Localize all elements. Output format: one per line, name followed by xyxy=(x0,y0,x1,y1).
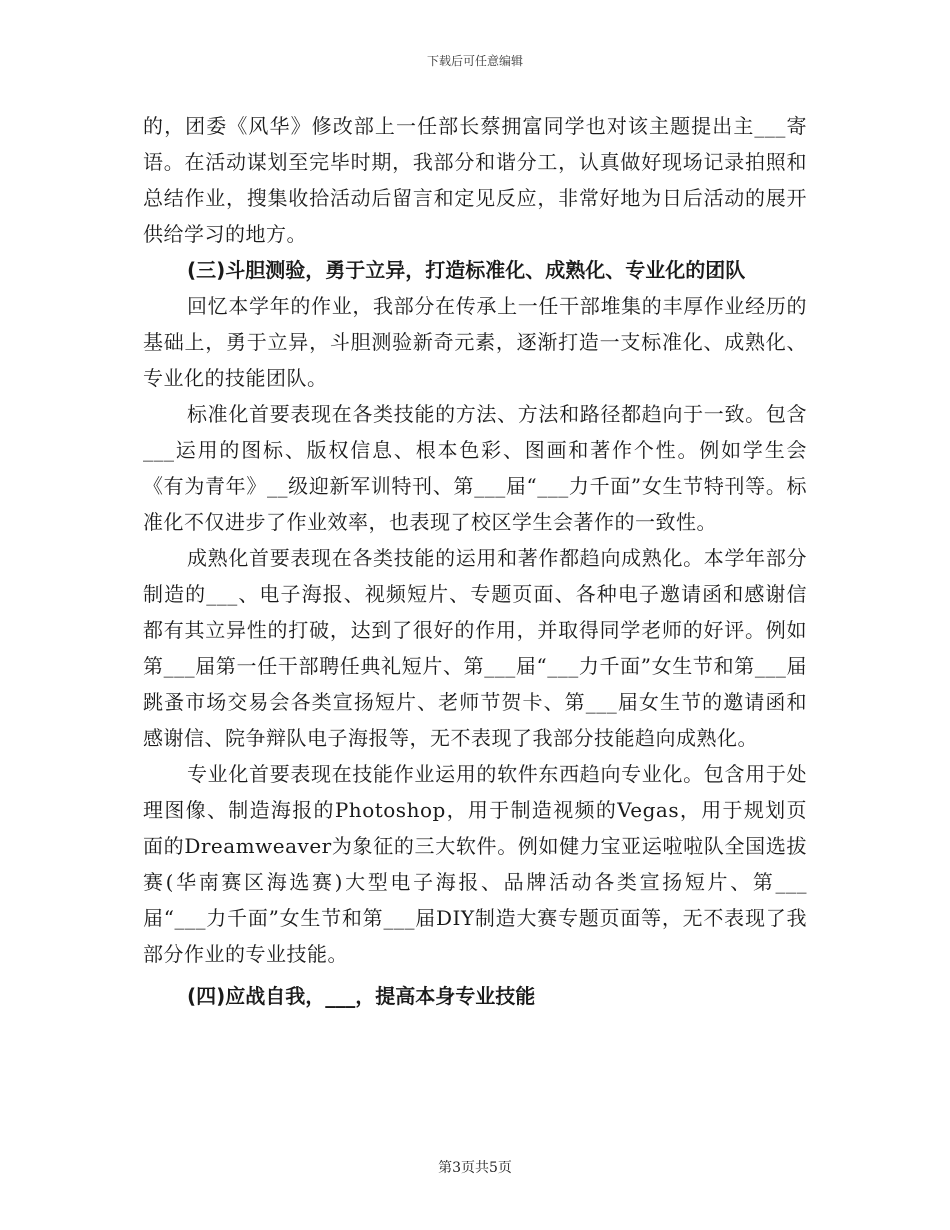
section-heading-3: (三)斗胆测验，勇于立异，打造标准化、成熟化、专业化的团队 xyxy=(187,258,746,282)
paragraph-maturity: 成熟化首要表现在各类技能的运用和著作都趋向成熟化。本学年部分制造的___、电子海报、视频短片、专题页面、各种电子邀请函和感谢信都有其立异性的打破，达到了很好的作用，并取得同学老师的好评。例如第___届第一任干部聘任典礼短片、第___届“___力千面”女生节和第___届跳蚤市场交易会各类宣扬短片、老师节贺卡、第___届女生节的邀请函和感谢信、院争辩队电子海报等，无不表现了我部分技能趋向成熟化。 xyxy=(143,546,807,750)
document-body xyxy=(143,108,807,1014)
paragraph-standardization: 标准化首要表现在各类技能的方法、方法和路径都趋向于一致。包含___运用的图标、版权信息、根本色彩、图画和著作个性。例如学生会《有为青年》__级迎新军训特刊、第___届“___力千面”女生节特刊等。标准化不仅进步了作业效率，也表现了校区学生会著作的一致性。 xyxy=(143,402,807,534)
paragraph-professionalism: 专业化首要表现在技能作业运用的软件东西趋向专业化。包含用于处理图像、制造海报的Photoshop，用于制造视频的Vegas，用于规划页面的Dreamweaver为象征的三大软件。例如健力宝亚运啦啦队全国选拔赛(华南赛区海选赛)大型电子海报、品牌活动各类宣扬短片、第___届“___力千面”女生节和第___届DIY制造大赛专题页面等，无不表现了我部分作业的专业技能。 xyxy=(143,762,807,966)
page-number: 第3页共5页 xyxy=(438,1160,512,1176)
page-header-note: 下载后可任意编辑 xyxy=(426,54,523,68)
paragraph-continuation: 的，团委《风华》修改部上一任部长蔡拥富同学也对该主题提出主___寄语。在活动谋划至完毕时期，我部分和谐分工，认真做好现场记录拍照和总结作业，搜集收拾活动后留言和定见反应，非常好地为日后活动的展开供给学习的地方。 xyxy=(143,114,807,246)
paragraph-review: 回忆本学年的作业，我部分在传承上一任干部堆集的丰厚作业经历的基础上，勇于立异，斗胆测验新奇元素，逐渐打造一支标准化、成熟化、专业化的技能团队。 xyxy=(143,294,807,390)
section-heading-4: (四)应战自我，___，提高本身专业技能 xyxy=(187,984,536,1008)
